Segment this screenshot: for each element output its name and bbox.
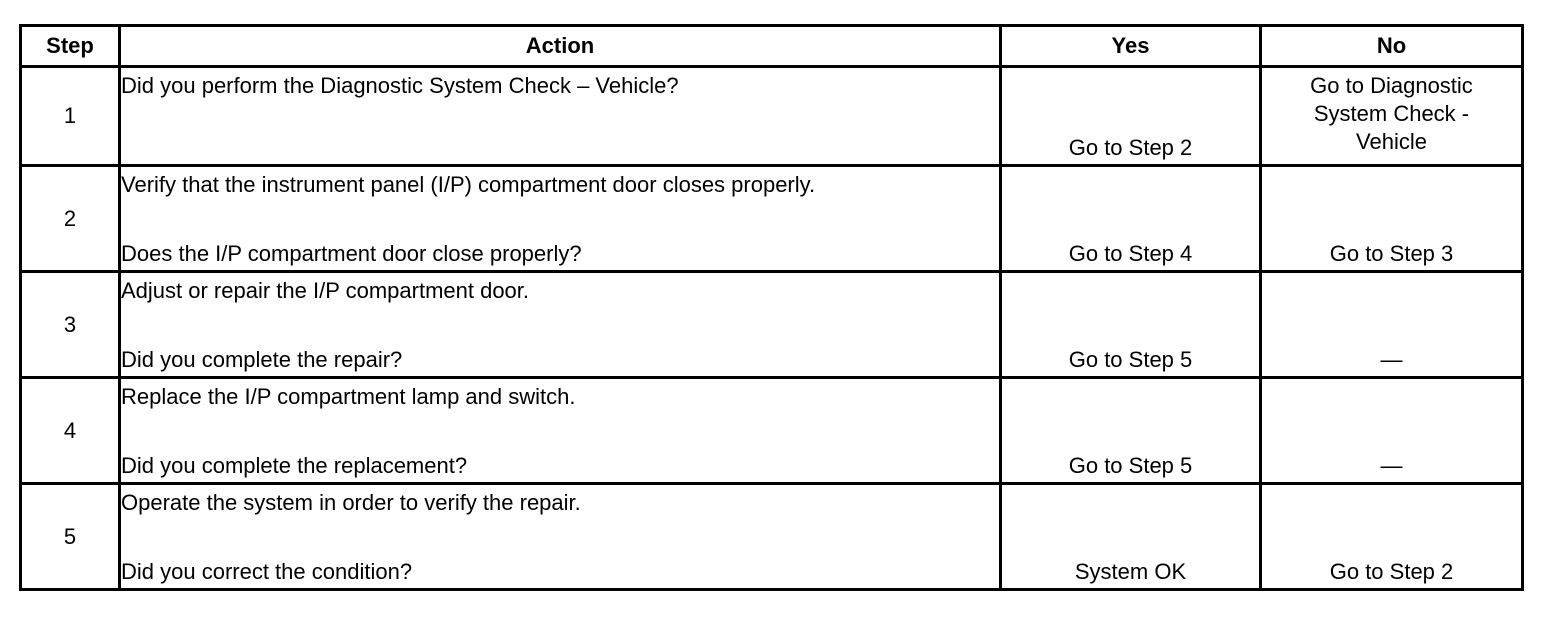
no-cell (1261, 272, 1523, 378)
action-question: Did you complete the repair? (121, 347, 403, 372)
action-instruction: Adjust or repair the I/P compartment door. (121, 278, 530, 303)
action-instruction: Did you perform the Diagnostic System Check – Vehicle? (121, 73, 679, 98)
yes-result: Go to Step 5 (1068, 347, 1193, 372)
header-yes: Yes (1001, 26, 1261, 67)
action-instruction: Verify that the instrument panel (I/P) compartment door closes properly. (121, 172, 816, 197)
no-result: Go to Step 2 (1329, 559, 1454, 584)
header-action: Action (120, 26, 1001, 67)
yes-cell (1001, 484, 1261, 590)
no-cell (1261, 67, 1523, 166)
action-question: Does the I/P compartment door close properly? (121, 241, 582, 266)
yes-cell (1001, 166, 1261, 272)
step-number: 3 (21, 272, 120, 378)
step-number: 1 (21, 67, 120, 166)
action-cell (120, 378, 1001, 484)
table-row (21, 484, 1523, 590)
action-question: Did you correct the condition? (121, 559, 413, 584)
yes-cell (1001, 378, 1261, 484)
header-no: No (1261, 26, 1523, 67)
table-row (21, 378, 1523, 484)
action-cell (120, 484, 1001, 590)
step-number: 5 (21, 484, 120, 590)
step-number: 4 (21, 378, 120, 484)
action-cell (120, 67, 1001, 166)
header-step: Step (21, 26, 120, 67)
no-result: Go to Step 3 (1329, 241, 1454, 266)
yes-result: System OK (1074, 559, 1187, 584)
no-cell (1261, 484, 1523, 590)
action-cell (120, 272, 1001, 378)
yes-result: Go to Step 5 (1068, 453, 1193, 478)
no-result: — (1380, 347, 1403, 372)
no-result: — (1380, 453, 1403, 478)
yes-cell (1001, 272, 1261, 378)
table-row (21, 272, 1523, 378)
action-question: Did you complete the replacement? (121, 453, 468, 478)
action-cell (120, 166, 1001, 272)
action-instruction: Replace the I/P compartment lamp and switch. (121, 384, 576, 409)
yes-result: Go to Step 4 (1068, 241, 1193, 266)
no-cell (1261, 378, 1523, 484)
action-instruction: Operate the system in order to verify the repair. (121, 490, 581, 515)
no-cell (1261, 166, 1523, 272)
table-row (21, 67, 1523, 166)
diagnostic-table (19, 24, 1524, 591)
no-result: Go to Diagnostic System Check - Vehicle (1310, 73, 1473, 154)
step-number: 2 (21, 166, 120, 272)
yes-result: Go to Step 2 (1068, 135, 1193, 160)
yes-cell (1001, 67, 1261, 166)
header-row (21, 26, 1523, 67)
table-row (21, 166, 1523, 272)
